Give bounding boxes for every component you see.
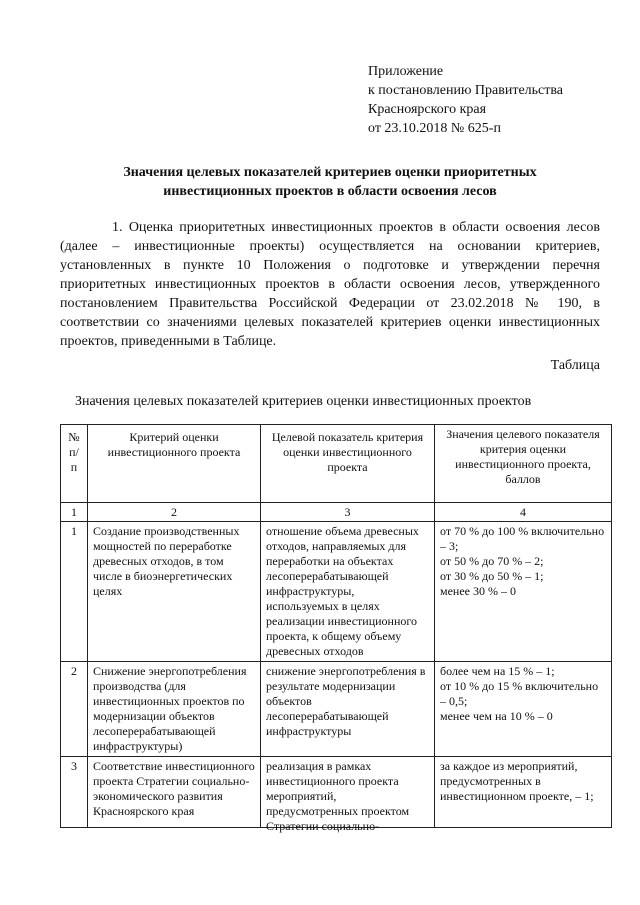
- values-cell: [435, 522, 612, 662]
- table-row: [61, 522, 612, 662]
- appendix-line: от 23.10.2018 № 625-п: [368, 121, 501, 136]
- row-number: 2: [61, 662, 88, 757]
- criterion-cell: Снижение энергопотребления производства (для инвестиционных проектов по модернизации объектов лесоперерабатывающей инфраструктуры): [88, 662, 261, 757]
- indicator-cell: отношение объема древесных отходов, направляемых для переработки на объектах лесоперерабатывающей инфраструктуры, используемых в целях реализации инвестиционного проекта, к общему объему древесных отходов: [261, 522, 435, 662]
- header-cell: Целевой показатель критерия оценки инвестиционного проекта: [261, 425, 435, 503]
- row-number: 1: [61, 522, 88, 662]
- values-cell: [435, 757, 612, 828]
- header-cell: № п/п: [61, 425, 88, 503]
- value-line: от 70 % до 100 % включительно – 3;: [440, 524, 605, 553]
- appendix-line: Приложение: [368, 64, 444, 79]
- table-row: [61, 757, 612, 828]
- title-line: Значения целевых показателей критериев оценки приоритетных: [123, 165, 537, 180]
- criteria-table: [60, 424, 612, 833]
- column-number: 4: [435, 503, 612, 522]
- table-caption: Значения целевых показателей критериев оценки инвестиционных проектов: [75, 394, 532, 409]
- header-cell: Значения целевого показателя критерия оценки инвестиционного проекта, баллов: [435, 425, 612, 503]
- title-line: инвестиционных проектов в области освоения лесов: [163, 184, 497, 199]
- value-line: от 50 % до 70 % – 2;: [440, 554, 544, 568]
- column-number: 1: [61, 503, 88, 522]
- indicator-text: реализация в рамках инвестиционного проекта мероприятий, предусмотренных проектом Стратегии социально-: [266, 759, 410, 833]
- value-line: за каждое из мероприятий, предусмотренных в инвестиционном проекте, – 1;: [440, 759, 594, 803]
- column-number-row: [61, 503, 612, 522]
- appendix-line: Красноярского края: [368, 102, 487, 117]
- indicator-cell: [261, 757, 435, 833]
- appendix-line: к постановлению Правительства: [368, 83, 564, 98]
- row-number: 3: [61, 757, 88, 828]
- table-label: Таблица: [550, 358, 600, 373]
- value-line: менее чем на 10 % – 0: [440, 709, 553, 723]
- value-line: менее 30 % – 0: [440, 584, 516, 598]
- criterion-cell: Соответствие инвестиционного проекта Стратегии социально-экономического развития Красноярского края: [88, 757, 261, 828]
- header-cell: Критерий оценки инвестиционного проекта: [88, 425, 261, 503]
- value-line: от 30 % до 50 % – 1;: [440, 569, 544, 583]
- value-line: более чем на 15 % – 1;: [440, 664, 555, 678]
- appendix-block: [368, 62, 563, 138]
- column-number: 3: [261, 503, 435, 522]
- indicator-cell: снижение энергопотребления в результате модернизации объектов лесоперерабатывающей инфраструктуры: [261, 662, 435, 757]
- values-cell: [435, 662, 612, 757]
- intro-paragraph: 1. Оценка приоритетных инвестиционных проектов в области освоения лесов (далее – инвестиционные проекты) осуществляется на основании критериев, установленных в пункте 10 Положения о подготовке и утверждении перечня приоритетных инвестиционных проектов в области освоения лесов, утвержденного постановлением Правительства Российской Федерации от 23.02.2018 № 190, в соответствии со значениями целевых показателей критериев оценки инвестиционных проектов, приведенными в Таблице.: [60, 220, 600, 349]
- value-line: от 10 % до 15 % включительно – 0,5;: [440, 679, 599, 708]
- document-title: [60, 163, 600, 201]
- criterion-cell: Создание производственных мощностей по переработке древесных отходов, в том числе в биоэнергетических целях: [88, 522, 261, 662]
- table-header-row: [61, 425, 612, 503]
- column-number: 2: [88, 503, 261, 522]
- table-row: [61, 662, 612, 757]
